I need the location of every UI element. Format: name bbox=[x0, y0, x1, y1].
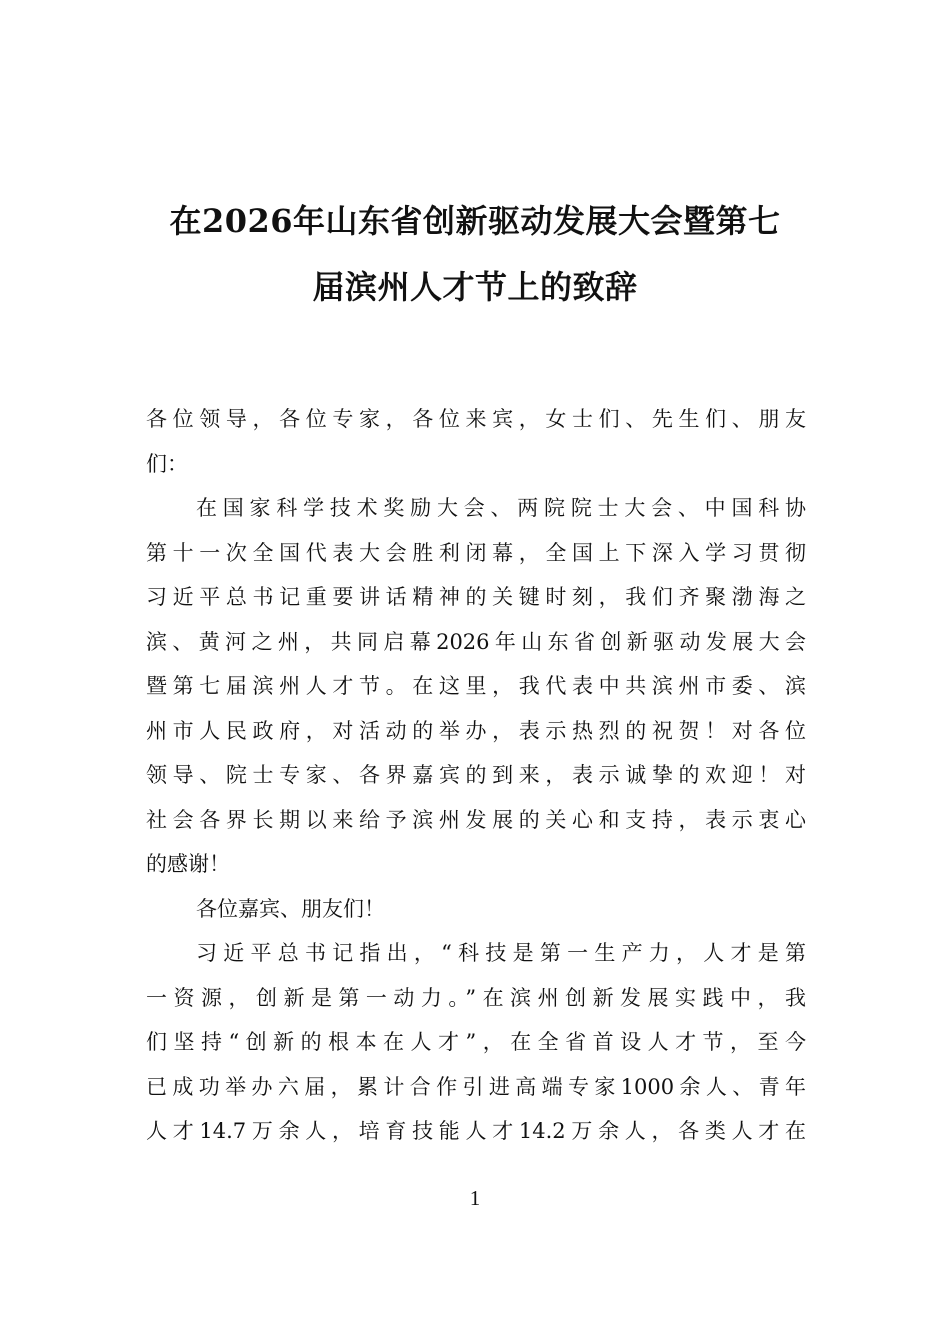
paragraph-line: 的感谢！ bbox=[146, 852, 230, 876]
paragraph-line: 一资源，创新是第一动力。”在滨州创新发展实践中，我 bbox=[146, 985, 806, 1010]
document-title bbox=[140, 188, 810, 320]
paragraph-line: 习近平总书记重要讲话精神的关键时刻，我们齐聚渤海之 bbox=[146, 585, 806, 609]
paragraph-line: 州市人民政府，对活动的举办，表示热烈的祝贺！对各位 bbox=[146, 718, 806, 743]
paragraph-line: 滨、黄河之州，共同启幕2026年山东省创新驱动发展大会 bbox=[146, 629, 806, 654]
paragraph-line: 暨第七届滨州人才节。在这里，我代表中共滨州市委、滨 bbox=[146, 674, 806, 698]
paragraph-line: 领导、院士专家、各界嘉宾的到来，表示诚挚的欢迎！对 bbox=[146, 763, 806, 787]
paragraph-line: 第十一次全国代表大会胜利闭幕，全国上下深入学习贯彻 bbox=[146, 540, 806, 565]
salutation-line: 们： bbox=[146, 451, 188, 476]
paragraph-line: 人才14.7万余人，培育技能人才14.2万余人，各类人才在 bbox=[146, 1119, 806, 1143]
paragraph-line: 已成功举办六届，累计合作引进高端专家1000余人、青年 bbox=[146, 1074, 806, 1099]
title-line: 届滨州人才节上的致辞 bbox=[312, 268, 638, 306]
title-line: 在2026年山东省创新驱动发展大会暨第七 bbox=[169, 202, 781, 240]
paragraph-line: 社会各界长期以来给予滨州发展的关心和支持，表示衷心 bbox=[146, 807, 806, 832]
paragraph-line: 们坚持“创新的根本在人才”，在全省首设人才节，至今 bbox=[146, 1030, 806, 1054]
paragraph-line: 在国家科学技术奖励大会、两院院士大会、中国科协 bbox=[196, 496, 806, 520]
paragraph-line: 习近平总书记指出，“科技是第一生产力，人才是第 bbox=[196, 941, 806, 965]
document-body bbox=[146, 397, 806, 1154]
salutation-line: 各位领导，各位专家，各位来宾，女士们、先生们、朋友 bbox=[146, 407, 806, 431]
page-number: 1 bbox=[469, 1186, 481, 1210]
greeting-line: 各位嘉宾、朋友们！ bbox=[196, 896, 385, 921]
